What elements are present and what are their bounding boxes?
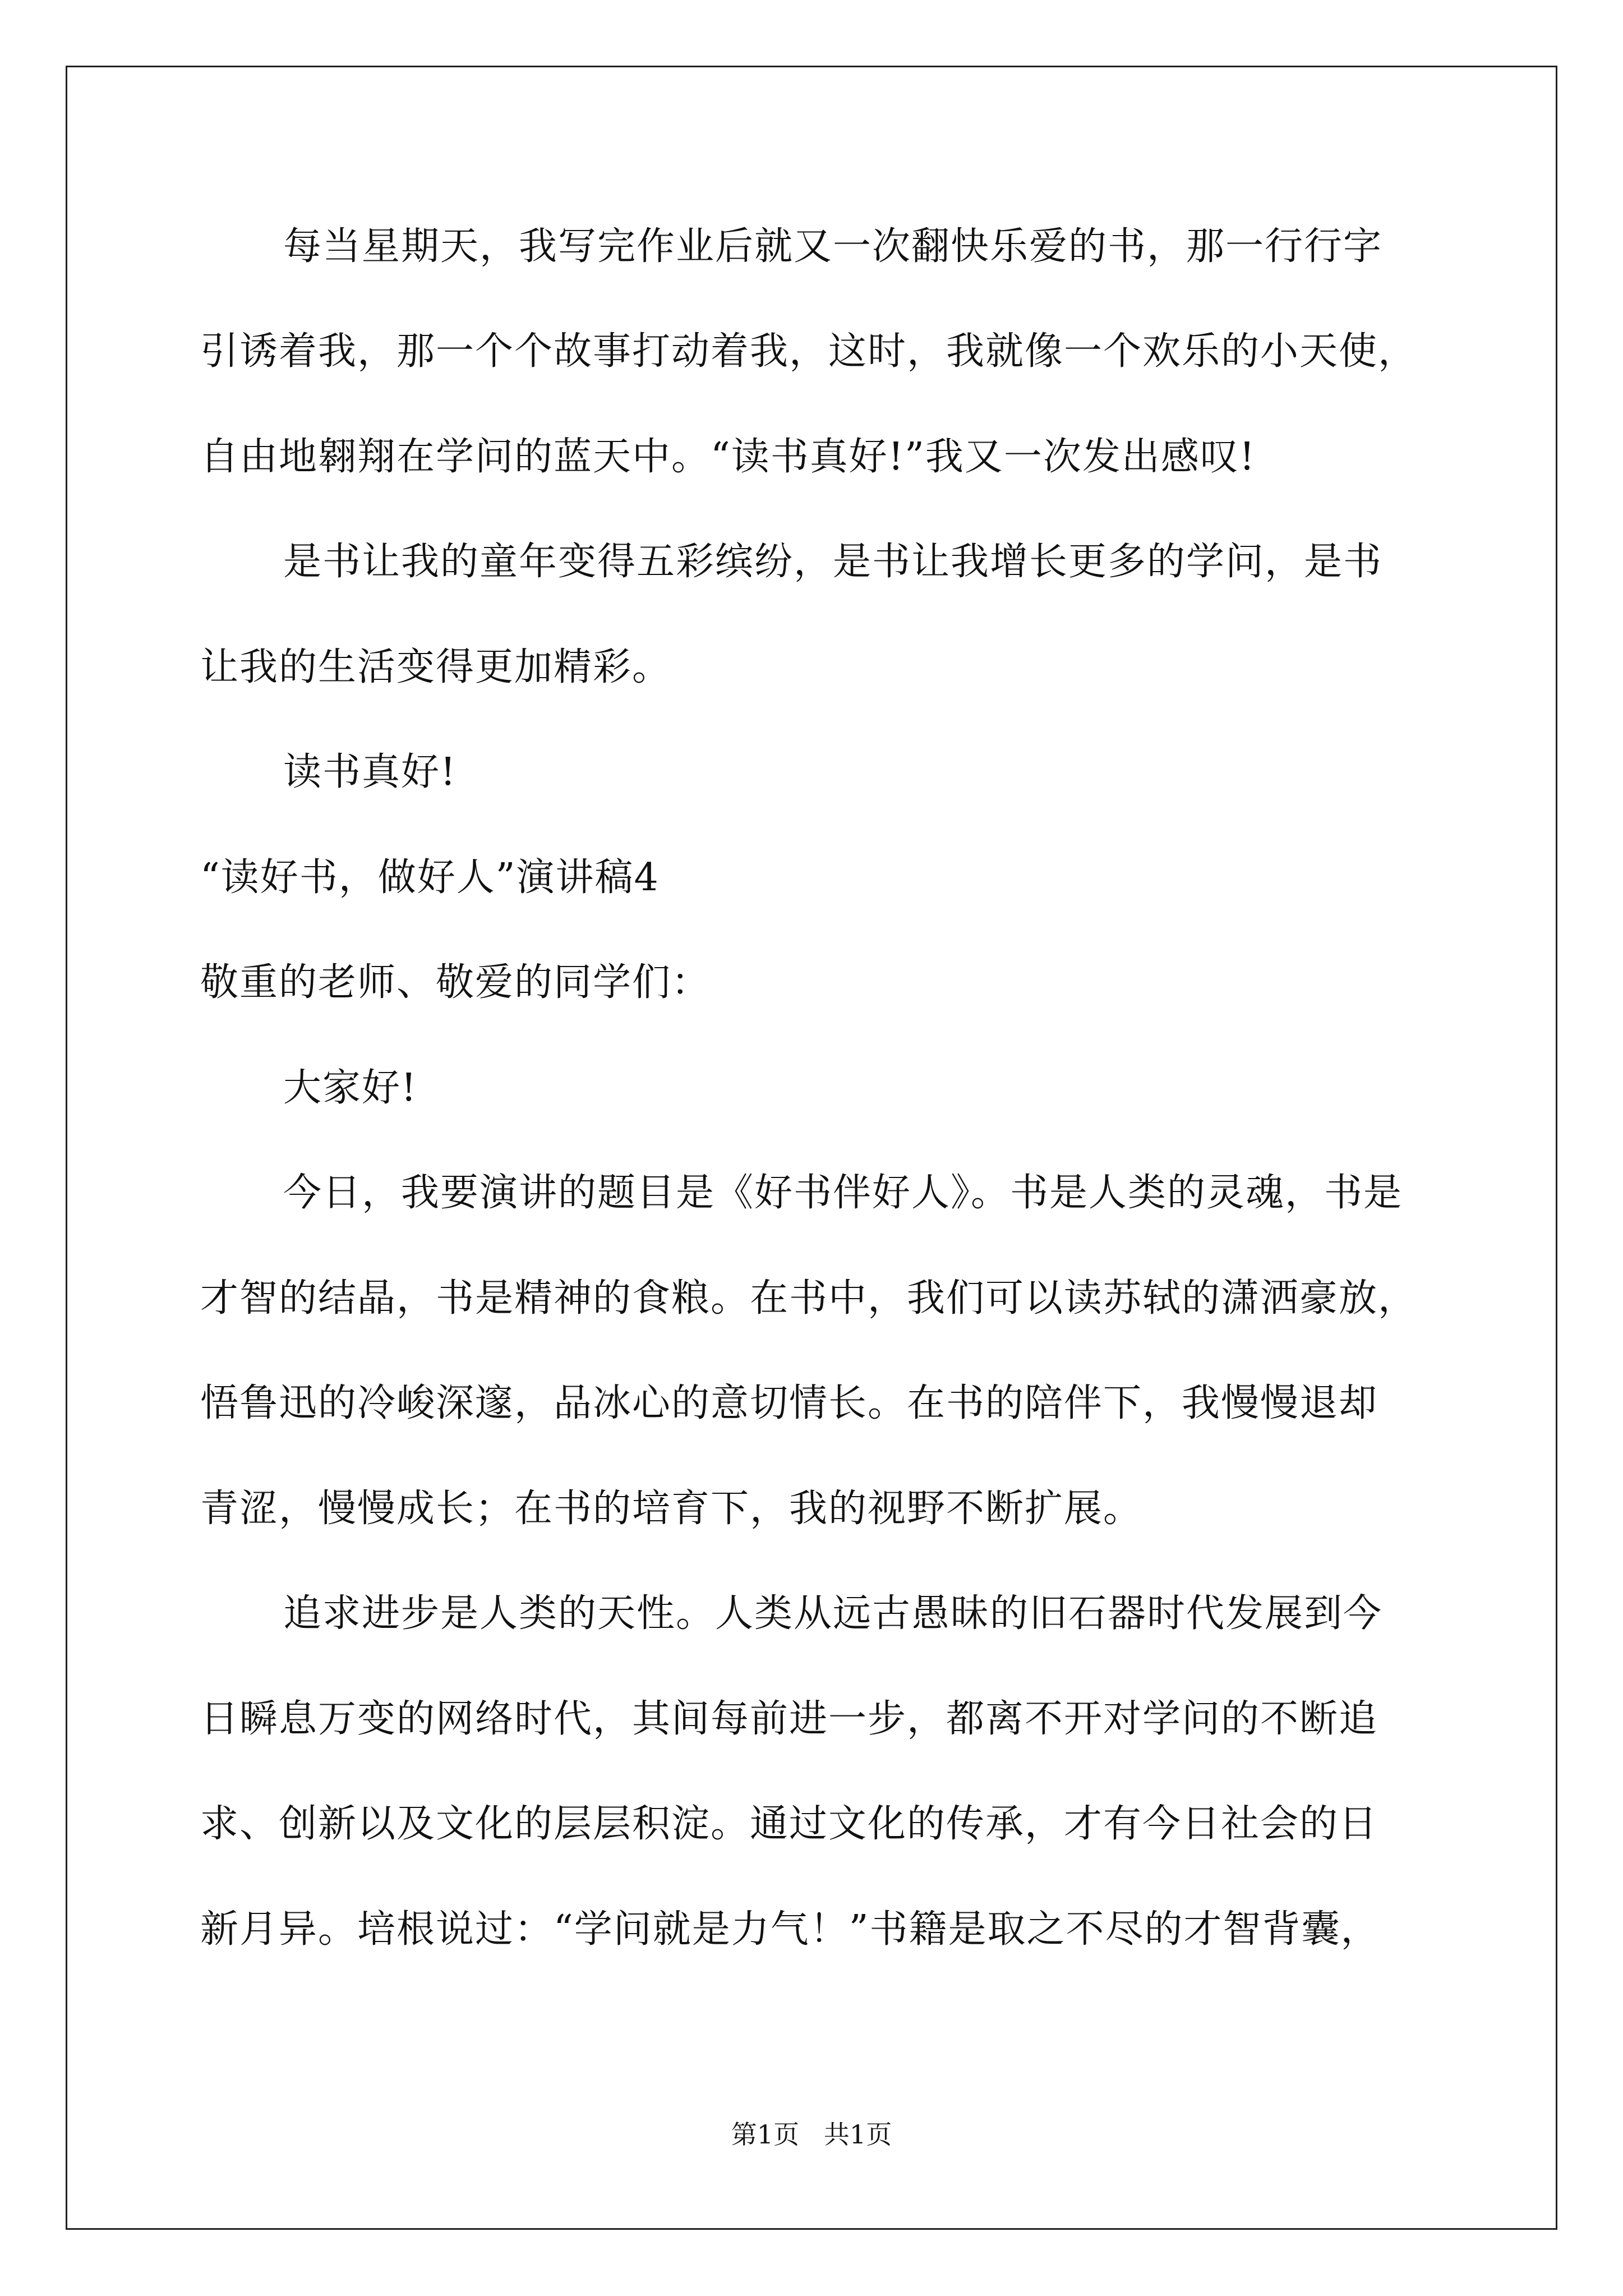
body-text-line: 是书让我的童年变得五彩缤纷，是书让我增长更多的学问，是书 [283, 540, 1383, 584]
body-text-line: 追求进步是人类的天性。人类从远古愚昧的旧石器时代发展到今 [283, 1591, 1383, 1636]
body-text-line: 今日，我要演讲的题目是《好书伴好人》。书是人类的灵魂，书是 [283, 1171, 1403, 1215]
body-text-line: 新月异。培根说过：“学问就是力气！”书籍是取之不尽的才智背囊， [200, 1907, 1380, 1952]
section-heading: “读好书，做好人”演讲稿4 [200, 855, 660, 900]
body-text-line: 日瞬息万变的网络时代，其间每前进一步，都离不开对学问的不断追 [200, 1697, 1378, 1741]
body-text-line: 读书真好! [283, 750, 457, 794]
body-text-line: 求、创新以及文化的层层积淀。通过文化的传承，才有今日社会的日 [200, 1802, 1378, 1846]
page-footer: 第1页 共1页 [731, 2119, 892, 2150]
body-text-line: 才智的结晶，书是精神的食粮。在书中，我们可以读苏轼的潇洒豪放， [200, 1276, 1418, 1320]
body-text-line: 青涩，慢慢成长；在书的培育下，我的视野不断扩展。 [200, 1487, 1143, 1531]
body-text-line: 悟鲁迅的冷峻深邃，品冰心的意切情长。在书的陪伴下，我慢慢退却 [200, 1381, 1378, 1425]
greeting: 大家好! [283, 1066, 418, 1110]
salutation: 敬重的老师、敬爱的同学们： [200, 960, 711, 1005]
body-text-line: 引诱着我，那一个个故事打动着我，这时，我就像一个欢乐的小天使， [200, 329, 1418, 374]
body-text-line: 每当星期天，我写完作业后就又一次翻快乐爱的书，那一行行字 [283, 224, 1383, 269]
body-text-line: 让我的生活变得更加精彩。 [200, 645, 672, 689]
body-text-line: 自由地翱翔在学问的蓝天中。“读书真好!”我又一次发出感叹! [200, 435, 1256, 479]
